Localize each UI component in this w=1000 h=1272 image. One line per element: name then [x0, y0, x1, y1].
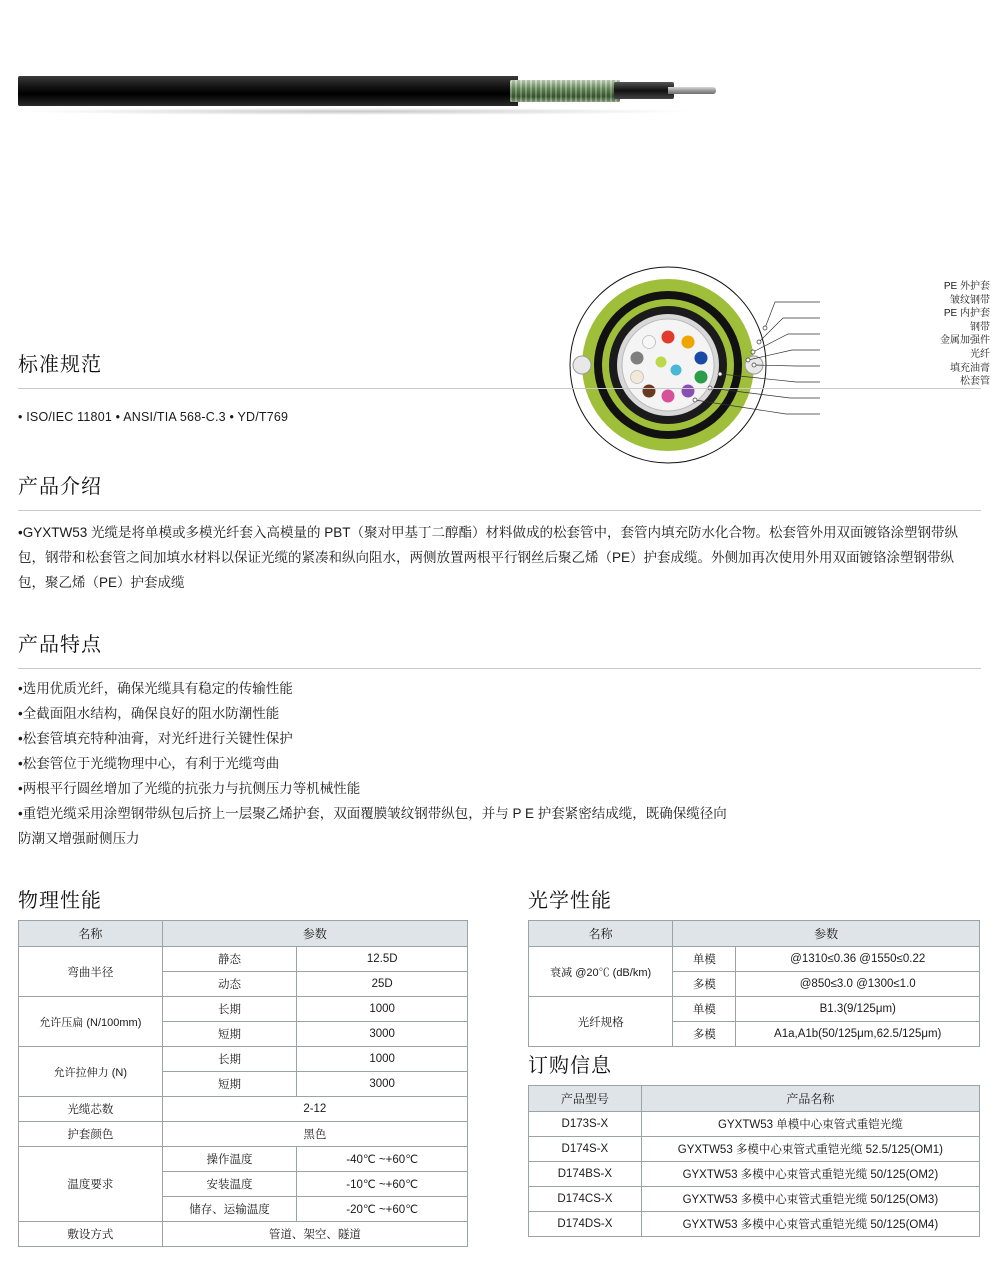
row-label: 温度要求	[19, 1147, 163, 1222]
optical-header-param: 参数	[673, 921, 980, 947]
optical-header-name: 名称	[529, 921, 673, 947]
table-row	[529, 1212, 980, 1237]
diagram-label-list	[820, 280, 990, 389]
intro-title: 产品介绍	[18, 476, 102, 498]
order-model: D174BS-X	[529, 1162, 642, 1187]
order-name: GYXTW53 多模中心束管式重铠光缆 50/125(OM3)	[641, 1187, 979, 1212]
intro-text: •GYXTW53 光缆是将单模或多模光纤套入高模量的 PBT（聚对甲基丁二醇酯）材料做成的松套管中，套管内填充防水化合物。松套管外用双面镀铬涂塑钢带纵包，钢带和松套管之间加填水材料以保证光缆的紧凑和纵向阻水，两侧放置两根平行钢丝后聚乙烯（PE）护套成缆。外侧加再次使用外用双面镀铬涂塑钢带纵包，聚乙烯（PE）护套成缆	[18, 525, 958, 590]
row-value: 12.5D	[297, 947, 468, 972]
row-value: B1.3(9/125μm)	[736, 997, 980, 1022]
intro-divider	[18, 510, 981, 511]
diagram-label-5: 光纤	[970, 348, 990, 360]
order-model: D173S-X	[529, 1112, 642, 1137]
order-title: 订购信息	[528, 1055, 612, 1077]
row-value: 3000	[297, 1072, 468, 1097]
feature-item: •两根平行圆丝增加了光缆的抗张力与抗侧压力等机械性能	[18, 781, 361, 796]
row-value: -20℃ ~+60℃	[297, 1197, 468, 1222]
diagram-label-2: PE 内护套	[943, 308, 990, 320]
diagram-label-7: 松套管	[960, 376, 990, 388]
row-value: -10℃ ~+60℃	[297, 1172, 468, 1197]
order-model: D174S-X	[529, 1137, 642, 1162]
row-sublabel: 多模	[673, 1022, 736, 1047]
physical-header-name: 名称	[19, 921, 163, 947]
row-value: 25D	[297, 972, 468, 997]
row-label: 衰减 @20℃ (dB/km)	[529, 947, 673, 997]
cable-outer-jacket	[18, 76, 518, 106]
table-row	[529, 1162, 980, 1187]
table-row	[19, 947, 468, 972]
row-sublabel: 长期	[162, 997, 297, 1022]
table-row	[529, 1112, 980, 1137]
diagram-label-1: 皱纹钢带	[950, 294, 990, 306]
cable-loose-tube-tip	[668, 87, 716, 94]
table-row	[529, 1187, 980, 1212]
order-model: D174DS-X	[529, 1212, 642, 1237]
row-sublabel: 多模	[673, 972, 736, 997]
row-sublabel: 静态	[162, 947, 297, 972]
optical-title: 光学性能	[528, 890, 612, 912]
table-row	[529, 997, 980, 1022]
order-header-model: 产品型号	[529, 1086, 642, 1112]
row-value: 管道、架空、隧道	[162, 1222, 467, 1247]
optical-table	[528, 920, 980, 1047]
cable-shadow	[28, 108, 688, 115]
row-value: 1000	[297, 997, 468, 1022]
table-header-row	[529, 921, 980, 947]
order-header-name: 产品名称	[641, 1086, 979, 1112]
table-row	[19, 1147, 468, 1172]
order-name: GYXTW53 单模中心束管式重铠光缆	[641, 1112, 979, 1137]
feature-item: 防潮又增强耐侧压力	[18, 831, 140, 846]
row-value: 3000	[297, 1022, 468, 1047]
row-value: -40℃ ~+60℃	[297, 1147, 468, 1172]
table-header-row	[529, 1086, 980, 1112]
row-sublabel: 短期	[162, 1072, 297, 1097]
feature-item: •选用优质光纤，确保光缆具有稳定的传输性能	[18, 681, 293, 696]
cable-inner-jacket-layer	[614, 82, 674, 99]
row-value: A1a,A1b(50/125μm,62.5/125μm)	[736, 1022, 980, 1047]
order-model: D174CS-X	[529, 1187, 642, 1212]
cable-photo	[18, 62, 698, 118]
row-sublabel: 安装温度	[162, 1172, 297, 1197]
diagram-label-4: 金属加强件	[940, 335, 990, 347]
standards-title: 标准规范	[18, 354, 102, 376]
row-value: @850≤3.0 @1300≤1.0	[736, 972, 980, 997]
standards-items: • ISO/IEC 11801 • ANSI/TIA 568-C.3 • YD/T769	[18, 410, 289, 424]
row-sublabel: 长期	[162, 1047, 297, 1072]
diagram-label-3: 钢带	[970, 321, 990, 333]
order-name: GYXTW53 多模中心束管式重铠光缆 50/125(OM4)	[641, 1212, 979, 1237]
row-label: 光纤规格	[529, 997, 673, 1047]
features-title: 产品特点	[18, 634, 102, 656]
row-label: 弯曲半径	[19, 947, 163, 997]
row-label: 光缆芯数	[19, 1097, 163, 1122]
feature-item: •全截面阻水结构，确保良好的阻水防潮性能	[18, 706, 280, 721]
row-sublabel: 储存、运输温度	[162, 1197, 297, 1222]
standards-divider	[18, 388, 981, 389]
features-divider	[18, 668, 981, 669]
table-header-row	[19, 921, 468, 947]
cable-corrugated-steel-layer	[510, 80, 620, 102]
physical-header-param: 参数	[162, 921, 467, 947]
row-sublabel: 单模	[673, 997, 736, 1022]
row-sublabel: 动态	[162, 972, 297, 997]
feature-item: •松套管填充特种油膏，对光纤进行关键性保护	[18, 731, 293, 746]
row-label: 允许拉伸力 (N)	[19, 1047, 163, 1097]
cable-cross-section-diagram	[520, 258, 990, 473]
diagram-label-6: 填充油膏	[950, 362, 990, 374]
row-label: 允许压扁 (N/100mm)	[19, 997, 163, 1047]
feature-item: •重铠光缆采用涂塑钢带纵包后挤上一层聚乙烯护套，双面覆膜皱纹钢带纵包，并与 P E 护套紧密结成缆，既确保缆径向	[18, 806, 727, 821]
order-table	[528, 1085, 980, 1237]
row-label: 敷设方式	[19, 1222, 163, 1247]
row-sublabel: 短期	[162, 1022, 297, 1047]
diagram-label-0: PE 外护套	[943, 281, 990, 292]
order-name: GYXTW53 多模中心束管式重铠光缆 50/125(OM2)	[641, 1162, 979, 1187]
row-sublabel: 单模	[673, 947, 736, 972]
table-row	[19, 1047, 468, 1072]
order-name: GYXTW53 多模中心束管式重铠光缆 52.5/125(OM1)	[641, 1137, 979, 1162]
physical-title: 物理性能	[18, 890, 102, 912]
feature-item: •松套管位于光缆物理中心，有利于光缆弯曲	[18, 756, 280, 771]
row-value: 1000	[297, 1047, 468, 1072]
row-value: 黑色	[162, 1122, 467, 1147]
row-value: @1310≤0.36 @1550≤0.22	[736, 947, 980, 972]
table-row	[19, 1097, 468, 1122]
row-value: 2-12	[162, 1097, 467, 1122]
table-row	[19, 1122, 468, 1147]
row-label: 护套颜色	[19, 1122, 163, 1147]
table-row	[19, 997, 468, 1022]
features-list	[18, 676, 968, 851]
table-row	[529, 947, 980, 972]
row-sublabel: 操作温度	[162, 1147, 297, 1172]
table-row	[19, 1222, 468, 1247]
physical-table	[18, 920, 468, 1247]
table-row	[529, 1137, 980, 1162]
